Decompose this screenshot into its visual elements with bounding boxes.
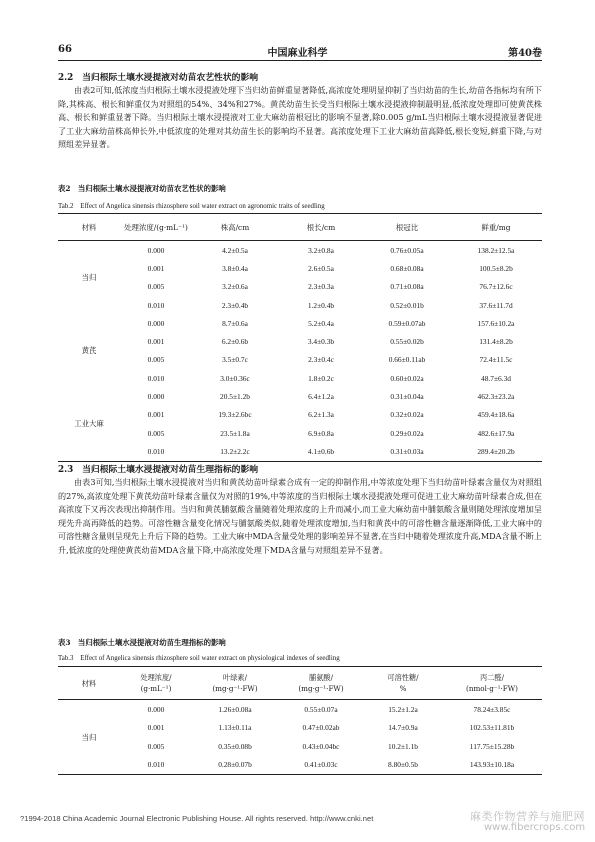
table-cell: 0.60±0.02a bbox=[390, 373, 424, 383]
table3-header-line1: 材料 bbox=[81, 678, 97, 688]
section-2-2-body bbox=[58, 84, 542, 152]
table-cell: 14.7±0.9a bbox=[388, 723, 418, 733]
table-cell: 0.001 bbox=[147, 723, 165, 733]
table-cell: 1.26±0.08a bbox=[218, 704, 252, 714]
table-cell: 8.80±0.5b bbox=[388, 760, 418, 770]
table-cell: 459.4±18.6a bbox=[477, 410, 515, 420]
table-cell: 0.55±0.02b bbox=[390, 337, 424, 347]
table-cell: 1.2±0.4b bbox=[307, 300, 335, 310]
table3-caption-en: Tab.3 Effect of Angelica sinensis rhizosphere soil water extract on physiological indexes of seedling bbox=[58, 655, 340, 662]
table-cell: 2.3±0.4b bbox=[221, 300, 249, 310]
table2-header: 鲜重/mg bbox=[481, 222, 511, 232]
table-cell: 138.2±12.5a bbox=[477, 245, 515, 255]
table3-header-line2: (mg·g⁻¹·FW) bbox=[298, 684, 344, 693]
table-cell: 78.24±3.85c bbox=[473, 704, 511, 714]
table-cell: 6.2±0.6b bbox=[221, 337, 249, 347]
watermark-url: www.fibercrops.com bbox=[484, 822, 586, 833]
table-row bbox=[58, 719, 542, 738]
table3-header-line2: (mg·g⁻¹·FW) bbox=[212, 684, 258, 693]
table-row bbox=[58, 424, 542, 442]
table-cell: 23.5±1.8a bbox=[220, 428, 250, 438]
table3-header-line1: 叶绿素/ bbox=[223, 673, 247, 682]
table2-header: 材料 bbox=[81, 222, 97, 232]
table-cell: 10.2±1.1b bbox=[388, 741, 418, 751]
table2-header: 株高/cm bbox=[220, 222, 250, 232]
table-row bbox=[58, 737, 542, 756]
table-cell: 0.005 bbox=[147, 428, 165, 438]
table-cell: 6.2±1.3a bbox=[308, 410, 334, 420]
table2-header: 根冠比 bbox=[395, 222, 419, 232]
table-cell: 0.000 bbox=[147, 392, 165, 402]
table-row bbox=[58, 296, 542, 314]
table3-header-line1: 可溶性糖/ bbox=[387, 673, 419, 682]
table-cell: 0.005 bbox=[147, 282, 165, 292]
table3-header-line1: 丙二醛/ bbox=[480, 673, 504, 682]
section-2-2-paragraph: 由表2可知,低浓度当归根际土壤水浸提液处理下当归幼苗鲜重显著降低,高浓度处理明显抑制了当归幼苗的生长,幼苗各指标均有所下降,其株高、根长和鲜重仅为对照组的54%、34%和27%。黄芪幼苗生长受当归根际土壤水浸提液抑制最明显,低浓度处理即可使黄芪株高、根长和鲜重显著下降。当归根际土壤水浸提液对工业大麻幼苗根冠比的影响不显著,除0.005 g/mL当归根际土壤水浸提液显著促进了工业大麻幼苗株高伸长外,中低浓度的处理对其幼苗生长的影响均不显著。高浓度处理下工业大麻幼苗高降低,根长变短,鲜重下降,与对照组差异显著。 bbox=[58, 85, 542, 150]
section-2-3-heading: 2.3 当归根际土壤水浸提液对幼苗生理指标的影响 bbox=[58, 465, 259, 475]
table3-header bbox=[442, 667, 542, 700]
table-row bbox=[58, 278, 542, 296]
table-cell: 0.000 bbox=[147, 245, 165, 255]
table-cell: 8.7±0.6a bbox=[222, 318, 248, 328]
table-cell: 3.2±0.8a bbox=[308, 245, 334, 255]
table3-caption-cn: 表3 当归根际土壤水浸提液对幼苗生理指标的影响 bbox=[58, 638, 226, 647]
table-cell: 0.43±0.04bc bbox=[302, 741, 340, 751]
table-cell: 0.010 bbox=[147, 373, 165, 383]
table-cell: 0.29±0.02a bbox=[390, 428, 424, 438]
table3 bbox=[58, 666, 542, 775]
material-cell: 黄芪 bbox=[81, 346, 97, 356]
table-cell: 4.2±0.5a bbox=[222, 245, 248, 255]
section-2-3-body bbox=[58, 476, 542, 558]
table2-header: 根长/cm bbox=[306, 222, 336, 232]
table-cell: 3.8±0.4a bbox=[222, 263, 248, 273]
table-cell: 3.2±0.6a bbox=[222, 282, 248, 292]
section-2-2-heading: 2.2 当归根际土壤水浸提液对幼苗农艺性状的影响 bbox=[58, 73, 259, 83]
table-cell: 0.52±0.01b bbox=[390, 300, 424, 310]
table-cell: 0.31±0.03a bbox=[390, 446, 424, 456]
table-cell: 76.7±12.6c bbox=[479, 282, 513, 292]
table3-header-line2: (nmol·g⁻¹·FW) bbox=[466, 684, 518, 693]
table3-header bbox=[278, 667, 364, 700]
table3-header-line1: 脯氨酸/ bbox=[309, 673, 333, 682]
journal-title: 中国麻业科学 bbox=[267, 48, 328, 59]
material-cell: 当归 bbox=[81, 732, 97, 742]
table-cell: 0.005 bbox=[147, 741, 165, 751]
table-row bbox=[58, 314, 542, 332]
table-row bbox=[58, 756, 542, 775]
table-cell: 37.6±11.7d bbox=[479, 300, 513, 310]
table-row bbox=[58, 442, 542, 461]
table-cell: 462.3±23.2a bbox=[477, 392, 515, 402]
table2-caption-en: Tab.2 Effect of Angelica sinensis rhizosphere soil water extract on agronomic traits of seedling bbox=[58, 203, 325, 210]
table3-header bbox=[364, 667, 442, 700]
table-cell: 117.75±15.28b bbox=[469, 741, 515, 751]
table-cell: 102.53±11.81b bbox=[469, 723, 515, 733]
table-cell: 0.010 bbox=[147, 760, 165, 770]
table-row bbox=[58, 332, 542, 350]
table-cell: 0.000 bbox=[147, 704, 165, 714]
table-cell: 72.4±11.5c bbox=[479, 355, 513, 365]
table-cell: 2.3±0.4c bbox=[308, 355, 334, 365]
table-cell: 0.001 bbox=[147, 410, 165, 420]
table2-header-row bbox=[58, 214, 542, 241]
table3-body bbox=[58, 700, 542, 775]
table-cell: 289.4±20.2b bbox=[477, 446, 515, 456]
table-cell: 0.35±0.08b bbox=[218, 741, 252, 751]
table2 bbox=[58, 213, 542, 462]
table3-header bbox=[120, 667, 192, 700]
table-cell: 100.5±8.2b bbox=[479, 263, 513, 273]
table2-body bbox=[58, 241, 542, 462]
table-cell: 3.4±0.3b bbox=[307, 337, 335, 347]
material-cell: 工业大麻 bbox=[74, 419, 104, 429]
table-cell: 5.2±0.4a bbox=[308, 318, 334, 328]
table-cell: 13.2±2.2c bbox=[220, 446, 250, 456]
table-cell: 157.6±10.2a bbox=[477, 318, 515, 328]
table-cell: 20.5±1.2b bbox=[220, 392, 250, 402]
table-cell: 0.000 bbox=[147, 318, 165, 328]
table-cell: 1.8±0.2c bbox=[308, 373, 334, 383]
table-cell: 0.66±0.11ab bbox=[388, 355, 426, 365]
table-cell: 0.28±0.07b bbox=[218, 760, 252, 770]
copyright-footer: ?1994-2018 China Academic Journal Electronic Publishing House. All rights reserved. http://www.cnki.net bbox=[20, 814, 374, 823]
table-cell: 0.41±0.03c bbox=[304, 760, 338, 770]
table-cell: 0.005 bbox=[147, 355, 165, 365]
table-cell: 19.3±2.6bc bbox=[218, 410, 252, 420]
table-cell: 1.13±0.11a bbox=[218, 723, 252, 733]
table-cell: 0.32±0.02a bbox=[390, 410, 424, 420]
table-cell: 15.2±1.2a bbox=[388, 704, 418, 714]
table-cell: 6.4±1.2a bbox=[308, 392, 334, 402]
table-cell: 2.3±0.3a bbox=[308, 282, 334, 292]
table-cell: 6.9±0.8a bbox=[308, 428, 334, 438]
table-cell: 0.010 bbox=[147, 446, 165, 456]
table-cell: 0.001 bbox=[147, 337, 165, 347]
table-cell: 2.6±0.5a bbox=[308, 263, 334, 273]
table-cell: 0.68±0.08a bbox=[390, 263, 424, 273]
page-number: 66 bbox=[58, 44, 72, 55]
header-rule bbox=[58, 60, 542, 61]
table-row bbox=[58, 241, 542, 260]
table-cell: 48.7±6.3d bbox=[481, 373, 511, 383]
table-cell: 0.31±0.04a bbox=[390, 392, 424, 402]
table3-header-line2: (g·mL⁻¹) bbox=[140, 684, 172, 693]
table-cell: 143.93±10.18a bbox=[469, 760, 515, 770]
table-cell: 0.55±0.07a bbox=[304, 704, 338, 714]
table-cell: 3.0±0.36c bbox=[220, 373, 250, 383]
table-row bbox=[58, 351, 542, 369]
table3-header bbox=[192, 667, 278, 700]
table3-header bbox=[58, 667, 120, 700]
table-cell: 0.010 bbox=[147, 300, 165, 310]
table3-header-row bbox=[58, 667, 542, 700]
table-row bbox=[58, 406, 542, 424]
table-row bbox=[58, 700, 542, 719]
watermark-text: 麻类作物营养与施肥网 bbox=[470, 810, 585, 823]
table-cell: 0.71±0.08a bbox=[390, 282, 424, 292]
table2-caption-cn: 表2 当归根际土壤水浸提液对幼苗农艺性状的影响 bbox=[58, 184, 226, 193]
table-cell: 0.76±0.05a bbox=[390, 245, 424, 255]
volume-label: 第40卷 bbox=[508, 48, 542, 59]
table-cell: 0.001 bbox=[147, 263, 165, 273]
table-row bbox=[58, 387, 542, 405]
table2-header: 处理浓度/(g·mL⁻¹) bbox=[124, 222, 188, 232]
table3-header-line1: 处理浓度/ bbox=[140, 673, 172, 682]
material-cell: 当归 bbox=[81, 273, 97, 283]
table-cell: 3.5±0.7c bbox=[222, 355, 248, 365]
table3-header-line2: % bbox=[399, 684, 407, 693]
table-cell: 0.59±0.07ab bbox=[388, 318, 426, 328]
table-cell: 131.4±8.2b bbox=[479, 337, 513, 347]
table-row bbox=[58, 369, 542, 387]
section-2-3-paragraph: 由表3可知,当归根际土壤水浸提液对当归和黄芪幼苗叶绿素合成有一定的抑制作用,中等浓度处理下当归幼苗叶绿素含量仅为对照组的27%,高浓度处理下黄芪幼苗叶绿素含量仅为对照的19%,中等浓度的当归根际土壤水浸提液处理可促进工业大麻幼苗叶绿素合成,但在高浓度下又再次表现出抑制作用。当归和黄芪脯氨酸含量随着处理浓度的上升而减小,而工业大麻幼苗中脯氨酸含量则随处理浓度增加呈现先升高再降低的趋势。可溶性糖含量变化情况与脯氨酸类似,随着处理浓度增加,当归和黄芪中的可溶性糖含量逐渐降低,工业大麻中的可溶性糖含量则呈现先上升后下降的趋势。工业大麻中MDA含量受处理的影响差异不显著,在当归中随着处理浓度升高,MDA含量不断上升,低浓度的处理使黄芪幼苗MDA含量下降,中高浓度处理下MDA含量与对照组差异不显著。 bbox=[58, 477, 542, 555]
table-cell: 4.1±0.6b bbox=[307, 446, 335, 456]
table-row bbox=[58, 259, 542, 277]
table-cell: 482.6±17.9a bbox=[477, 428, 515, 438]
table-cell: 0.47±0.02ab bbox=[302, 723, 340, 733]
